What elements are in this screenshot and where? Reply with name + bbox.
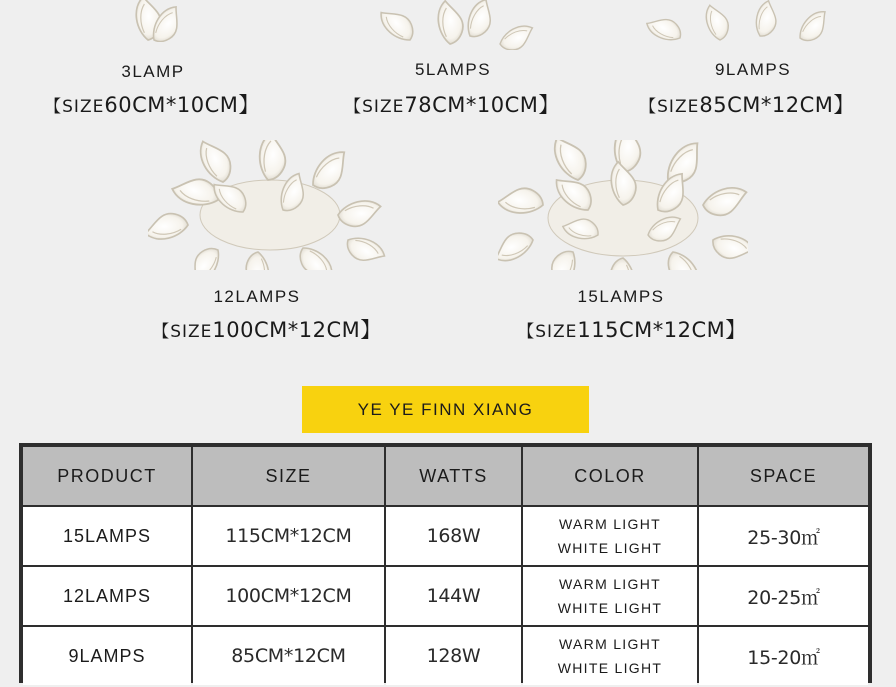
size-value: 100CM*12CM】 — [212, 318, 382, 342]
cell-watts: 144W — [386, 567, 521, 625]
lamp-size-12 — [152, 314, 382, 344]
lamp-12-image — [148, 140, 393, 270]
cell-product: 9LAMPS — [23, 627, 191, 685]
lamp-9-image — [640, 0, 850, 45]
size-value: 85CM*12CM】 — [699, 93, 855, 117]
lamp-label-15: 15LAMPS — [577, 287, 665, 306]
cell-size: 100CM*12CM — [193, 567, 384, 625]
header-product: PRODUCT — [23, 447, 191, 505]
cell-color — [523, 627, 697, 685]
size-value: 78CM*10CM】 — [404, 93, 560, 117]
brand-banner: YE YE FINN XIANG — [302, 386, 589, 433]
size-prefix: 【SIZE — [44, 97, 105, 117]
lamp-size-9 — [639, 89, 855, 119]
lamp-size-3 — [44, 89, 260, 119]
cell-color — [523, 567, 697, 625]
lamp-size-15 — [517, 314, 747, 344]
header-size: SIZE — [193, 447, 384, 505]
color-option: WARM LIGHT — [559, 516, 661, 532]
table-row — [23, 507, 868, 565]
header-space: SPACE — [699, 447, 868, 505]
size-prefix: 【SIZE — [152, 322, 213, 342]
cell-size: 115CM*12CM — [193, 507, 384, 565]
cell-size: 85CM*12CM — [193, 627, 384, 685]
cell-product: 12LAMPS — [23, 567, 191, 625]
lamp-label-9: 9LAMPS — [714, 60, 792, 79]
color-option: WHITE LIGHT — [557, 540, 663, 556]
table-row — [23, 567, 868, 625]
spec-table — [19, 443, 872, 683]
lamp-5-image — [360, 0, 540, 50]
cell-space: 25-30㎡ — [699, 507, 868, 565]
table-row — [23, 627, 868, 685]
color-option: WARM LIGHT — [559, 576, 661, 592]
lamp-3-image — [110, 0, 190, 42]
color-option: WARM LIGHT — [559, 636, 661, 652]
lamp-size-5 — [344, 89, 560, 119]
size-prefix: 【SIZE — [344, 97, 405, 117]
table-header-row — [23, 447, 868, 505]
size-prefix: 【SIZE — [517, 322, 578, 342]
lamp-15-image — [498, 140, 748, 270]
lamp-label-3: 3LAMP — [121, 62, 185, 81]
cell-space: 15-20㎡ — [699, 627, 868, 685]
cell-watts: 128W — [386, 627, 521, 685]
cell-space: 20-25㎡ — [699, 567, 868, 625]
lamp-label-5: 5LAMPS — [414, 60, 492, 79]
header-color: COLOR — [523, 447, 697, 505]
cell-color — [523, 507, 697, 565]
size-value: 115CM*12CM】 — [577, 318, 747, 342]
size-value: 60CM*10CM】 — [104, 93, 260, 117]
lamp-label-12: 12LAMPS — [213, 287, 301, 306]
color-option: WHITE LIGHT — [557, 660, 663, 676]
size-prefix: 【SIZE — [639, 97, 700, 117]
cell-watts: 168W — [386, 507, 521, 565]
header-watts: WATTS — [386, 447, 521, 505]
cell-product: 15LAMPS — [23, 507, 191, 565]
color-option: WHITE LIGHT — [557, 600, 663, 616]
